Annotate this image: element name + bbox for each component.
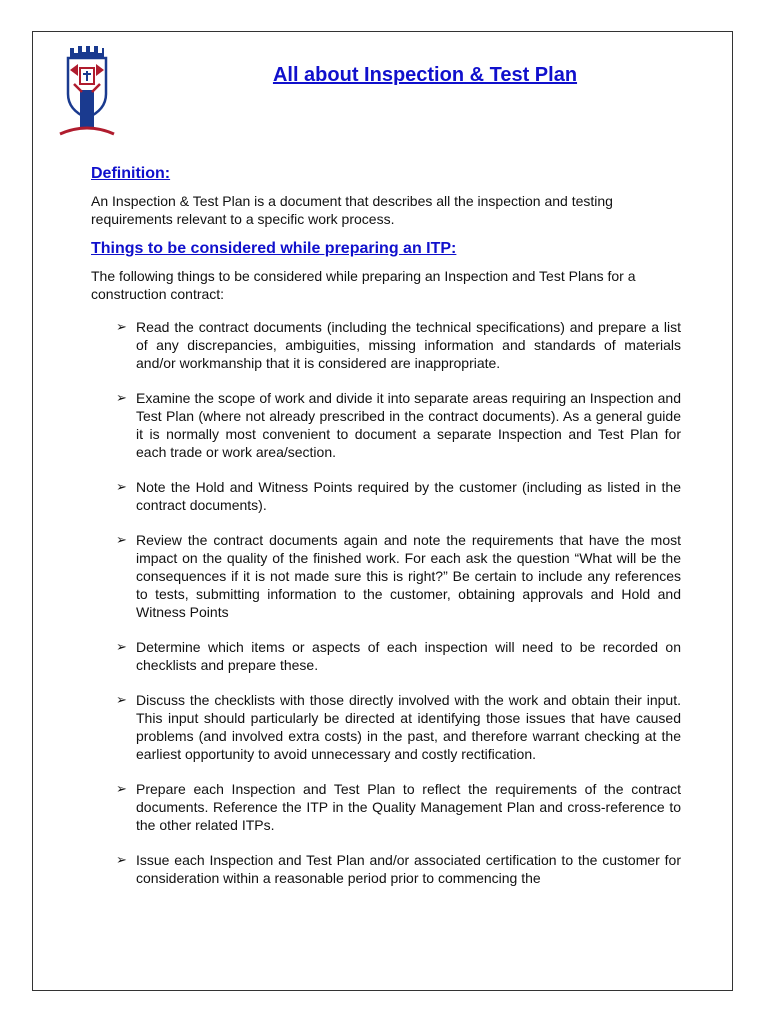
document-content [91, 163, 681, 904]
list-item [116, 478, 681, 514]
considerations-heading: Things to be considered while preparing an ITP: [91, 240, 457, 257]
list-item [116, 389, 681, 461]
list-item [116, 318, 681, 372]
list-item [116, 531, 681, 621]
definition-text: An Inspection & Test Plan is a document that describes all the inspection and testing requirements relevant to a specific work process. [91, 193, 613, 227]
arrow-bullet-icon: ➢ [116, 532, 127, 547]
arrow-bullet-icon: ➢ [116, 692, 127, 707]
arrow-bullet-icon: ➢ [116, 390, 127, 405]
list-item [116, 851, 681, 887]
list-item-text: Prepare each Inspection and Test Plan to reflect the requirements of the contract documents. Reference the ITP in the Quality Management Plan and cross-reference to the other related ITPs. [136, 781, 681, 833]
list-item-text: Read the contract documents (including the technical specifications) and prepare a list of any discrepancies, ambiguities, missing information and standards of materials and/or workmanship that it is considered are inappropriate. [136, 319, 681, 371]
document-title: All about Inspection & Test Plan [272, 64, 578, 86]
list-item-text: Discuss the checklists with those directly involved with the work and obtain their input. This input should particularly be directed at identifying those issues that have caused problems (and involved extra costs) in the past, and therefore warrant checking at the earliest opportunity to avoid unnecessary and costly rectification. [136, 692, 681, 762]
list-item-text: Note the Hold and Witness Points required by the customer (including as listed in the contract documents). [136, 479, 681, 513]
list-item-text: Examine the scope of work and divide it into separate areas requiring an Inspection and Test Plan (where not already prescribed in the contract documents). As a general guide it is normally most convenient to document a separate Inspection and Test Plan for each trade or work area/section. [136, 390, 681, 460]
list-item [116, 691, 681, 763]
arrow-bullet-icon: ➢ [116, 639, 127, 654]
list-item-text: Issue each Inspection and Test Plan and/or associated certification to the customer for consideration within a reasonable period prior to commencing the [136, 852, 681, 886]
list-item-text: Review the contract documents again and note the requirements that have the most impact on the quality of the finished work. For each ask the question “What will be the consequences if it is not made sure this is right?” Be certain to include any references to tests, submitting information to the customer, obtaining approvals and Hold and Witness Points [136, 532, 681, 620]
list-item [116, 780, 681, 834]
definition-heading: Definition: [91, 165, 171, 182]
arrow-bullet-icon: ➢ [116, 781, 127, 796]
arrow-bullet-icon: ➢ [116, 319, 127, 334]
list-item [116, 638, 681, 674]
considerations-intro: The following things to be considered while preparing an Inspection and Test Plans for a construction contract: [91, 268, 636, 302]
arrow-bullet-icon: ➢ [116, 479, 127, 494]
company-logo [56, 44, 116, 138]
considerations-list [116, 318, 681, 887]
list-item-text: Determine which items or aspects of each inspection will need to be recorded on checklists and prepare these. [136, 639, 681, 673]
arrow-bullet-icon: ➢ [116, 852, 127, 867]
